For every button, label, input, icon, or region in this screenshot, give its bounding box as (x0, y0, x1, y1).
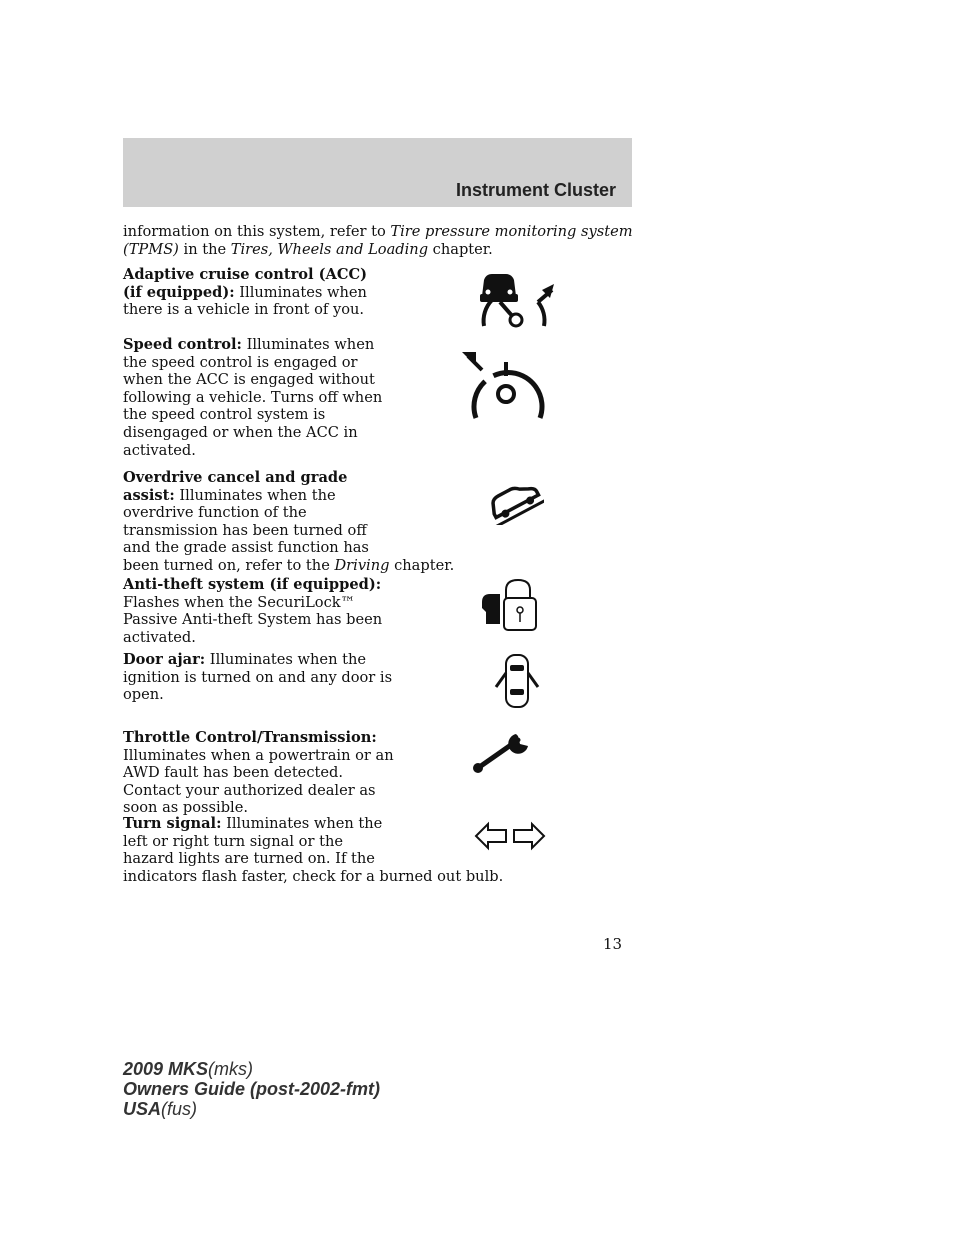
item-anti-theft-title: Anti-theft system (if equipped): (123, 576, 382, 593)
item-turn-signal (123, 815, 503, 885)
item-speed-d4: following a vehicle. Turns off when (123, 388, 383, 406)
item-acc (123, 266, 367, 319)
item-turn-d3: hazard lights are turned on. If the (123, 850, 375, 868)
adaptive-cruise-icon (474, 268, 558, 330)
footer-market: USA (123, 1099, 162, 1119)
wrench-icon (470, 730, 532, 776)
door-ajar-icon (494, 653, 540, 709)
item-speed-d3: when the ACC is engaged without (123, 371, 375, 389)
intro-paragraph (123, 223, 633, 258)
intro-text-1: information on this system, refer to (123, 223, 391, 240)
item-throttle-d3: Contact your authorized dealer as (123, 781, 376, 799)
item-throttle-title: Throttle Control/Transmission: (123, 729, 377, 746)
item-speed-d2: the speed control is engaged or (123, 353, 358, 371)
footer-guide: Owners Guide (post-2002-fmt) (123, 1079, 381, 1099)
item-overdrive-d3: transmission has been turned off (123, 521, 367, 539)
item-overdrive-d2: overdrive function of the (123, 504, 307, 522)
footer-market-code: (fus) (161, 1099, 198, 1119)
item-anti-theft-d1: Flashes when the SecuriLock™ (123, 593, 356, 611)
item-overdrive-title-2: assist: (123, 486, 175, 504)
item-turn-d1: Illuminates when the (221, 815, 383, 832)
item-overdrive-d4: and the grade assist function has (123, 539, 369, 557)
intro-ref-tpms-abbr: (TPMS) (123, 240, 179, 258)
item-door-d2: ignition is turned on and any door is (123, 668, 393, 686)
item-speed-control-title: Speed control: (123, 336, 242, 353)
footer-model: 2009 MKS (123, 1059, 209, 1079)
speed-control-icon (460, 348, 550, 424)
item-door-ajar-title: Door ajar: (123, 651, 206, 668)
item-throttle-d1: Illuminates when a powertrain or an (123, 746, 394, 764)
anti-theft-lock-icon (478, 578, 540, 634)
item-speed-d6: disengaged or when the ACC in (123, 423, 358, 441)
item-speed-d5: the speed control system is (123, 406, 326, 424)
footer (123, 1059, 380, 1119)
header-band (123, 138, 632, 207)
item-acc-title-2: (if equipped): (123, 283, 235, 301)
page-number: 13 (603, 935, 623, 953)
footer-model-code: (mks) (208, 1059, 254, 1079)
item-turn-signal-title: Turn signal: (123, 815, 222, 832)
item-throttle-d4: soon as possible. (123, 799, 248, 817)
turn-signal-arrows-icon (474, 820, 546, 852)
item-anti-theft (123, 576, 382, 646)
item-door-d1: Illuminates when the (205, 651, 367, 668)
item-speed-d1: Illuminates when (241, 336, 375, 353)
item-overdrive-ref-driving: Driving (334, 556, 390, 574)
intro-text-2: in the (178, 240, 231, 258)
item-overdrive-title: Overdrive cancel and grade (123, 469, 348, 486)
item-throttle-control (123, 729, 394, 817)
item-door-d3: open. (123, 686, 164, 704)
item-acc-desc-2: there is a vehicle in front of you. (123, 301, 365, 319)
overdrive-grade-icon (484, 475, 544, 525)
item-overdrive-d5-end: chapter. (389, 556, 455, 574)
item-turn-d4: indicators flash faster, check for a burned out bulb. (123, 867, 504, 885)
intro-ref-tires-chapter: Tires, Wheels and Loading (230, 240, 429, 258)
item-throttle-d2: AWD fault has been detected. (123, 764, 343, 782)
item-turn-d2: left or right turn signal or the (123, 832, 343, 850)
item-door-ajar (123, 651, 392, 704)
item-overdrive (123, 469, 454, 575)
intro-text-3: chapter. (428, 240, 493, 258)
item-anti-theft-d2: Passive Anti-theft System has been (123, 611, 383, 629)
item-acc-desc-1: Illuminates when (234, 283, 367, 301)
item-speed-control (123, 336, 382, 459)
intro-ref-tpms: Tire pressure monitoring system (390, 223, 633, 240)
item-overdrive-d1: Illuminates when the (174, 486, 336, 504)
item-acc-title: Adaptive cruise control (ACC) (123, 266, 368, 283)
item-speed-d7: activated. (123, 441, 196, 459)
section-title: Instrument Cluster (455, 180, 616, 200)
item-overdrive-d5: been turned on, refer to the (123, 556, 335, 574)
item-anti-theft-d3: activated. (123, 628, 196, 646)
